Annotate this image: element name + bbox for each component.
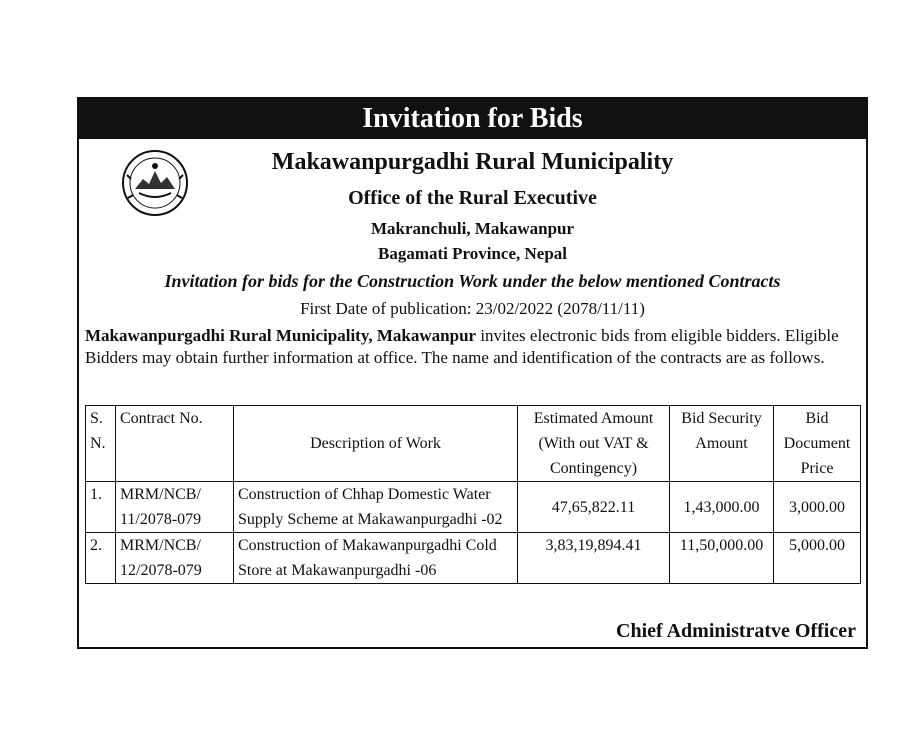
header-estimated-amount: Estimated Amount (With out VAT & Contingency) — [518, 406, 670, 482]
office-name: Office of the Rural Executive — [348, 187, 597, 209]
header-contract-no: Contract No. — [116, 406, 234, 482]
row-sn: 2. — [86, 533, 116, 584]
row-bid-document-price: 3,000.00 — [774, 482, 861, 533]
notice-subject: Invitation for bids for the Construction Work under the below mentioned Contracts — [164, 271, 781, 291]
table-row — [86, 533, 861, 584]
header-bid-security: Bid Security Amount — [670, 406, 774, 482]
intro-paragraph — [85, 325, 865, 369]
table-row — [86, 482, 861, 533]
header-sn: S. N. — [86, 406, 116, 482]
table-header-row — [86, 406, 861, 482]
row-contract-no: MRM/NCB/ 12/2078-079 — [116, 533, 234, 584]
bid-notice — [77, 97, 868, 649]
row-contract-no: MRM/NCB/ 11/2078-079 — [116, 482, 234, 533]
row-bid-security: 11,50,000.00 — [670, 533, 774, 584]
address-line-2: Bagamati Province, Nepal — [377, 244, 568, 263]
row-description: Construction of Makawanpurgadhi Cold Store at Makawanpurgadhi -06 — [234, 533, 518, 584]
header-bid-document-price: Bid Document Price — [774, 406, 861, 482]
row-bid-security: 1,43,000.00 — [670, 482, 774, 533]
contracts-table — [85, 405, 861, 584]
signature-title: Chief Administratve Officer — [616, 620, 856, 642]
municipality-name: Makawanpurgadhi Rural Municipality — [271, 149, 674, 175]
row-estimated-amount: 3,83,19,894.41 — [518, 533, 670, 584]
row-bid-document-price: 5,000.00 — [774, 533, 861, 584]
publication-date: First Date of publication: 23/02/2022 (2078/11/11) — [300, 299, 645, 318]
header-description: Description of Work — [234, 406, 518, 482]
address-line-1: Makranchuli, Makawanpur — [370, 219, 575, 238]
row-sn: 1. — [86, 482, 116, 533]
intro-text: invites electronic bids from eligible bidders. Eligible Bidders may obtain further information at office. The name and identification of the contracts are as follows. — [85, 326, 839, 367]
row-description: Construction of Chhap Domestic Water Supply Scheme at Makawanpurgadhi -02 — [234, 482, 518, 533]
row-estimated-amount: 47,65,822.11 — [518, 482, 670, 533]
intro-bold-text: Makawanpurgadhi Rural Municipality, Makawanpur — [85, 326, 477, 345]
notice-banner-title: Invitation for Bids — [79, 99, 866, 139]
